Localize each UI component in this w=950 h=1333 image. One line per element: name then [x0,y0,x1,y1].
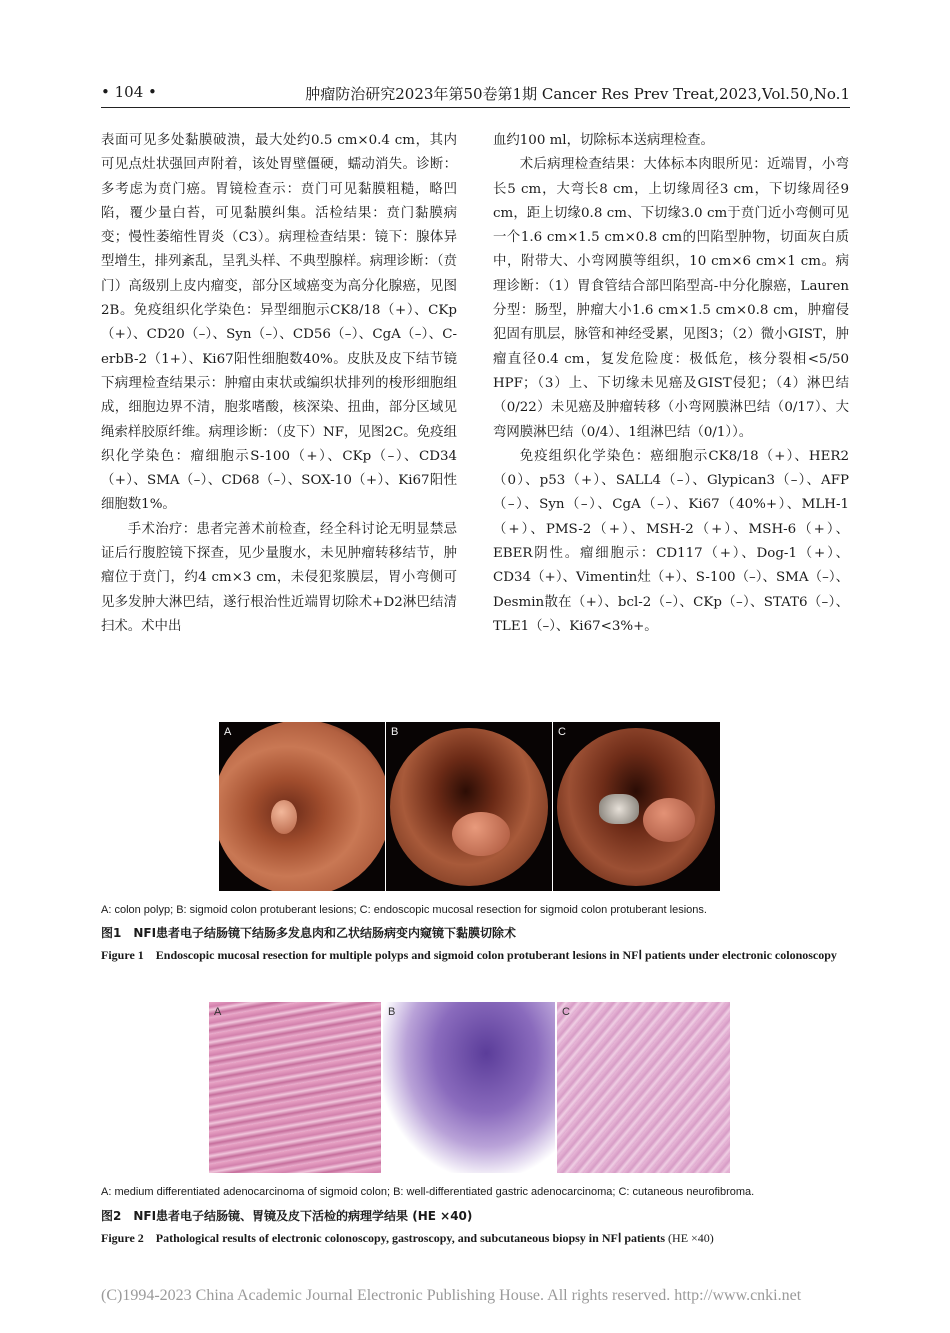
right-paragraph-1: 血约100 ml，切除标本送病理检查。 [493,133,714,148]
right-paragraph-ihc: 免疫组织化学染色：癌细胞示CK8/18（+）、HER2（0）、p53（+）、SALL4（–）、Glypican3（–）、AFP（–）、Syn（–）、CgA（–）、Ki67（40%+）、MLH-1（+）、PMS-2（+）、MSH-2（+）、MSH-6（+）、EBER阴性。瘤细胞示：CD117（+）、Dog-1（+）、CD34（+）、Vimentin灶（+）、S-100（–）、SMA（–）、Desmin散在（+）、bcl-2（–）、CKp（–）、STAT6（–）、TLE1（–）、Ki67<3%+。 [493,448,849,634]
header-rule [101,107,850,108]
figure-2-caption-cn: 图2 NFⅠ患者电子结肠镜、胃镜及皮下活检的病理学结果 (HE ×40) [101,1209,473,1223]
figure-2-legend: A: medium differentiated adenocarcinoma of sigmoid colon; B: well-differentiated gastric adenocarcinoma; C: cutaneous neurofibroma. [101,1186,755,1198]
figure-1-panel-a [219,722,385,891]
figure-1-label-a: A [224,726,232,738]
lesion-shape [643,798,695,842]
page-number: • 104 • [101,83,157,101]
colonoscopy-image-b [390,728,548,886]
figure-1-panel-b [386,722,552,891]
figure-2-caption-en-normal: (HE ×40) [665,1231,714,1245]
right-paragraph-pathology: 术后病理检查结果：大体标本肉眼所见：近端胃，小弯长5 cm，大弯长8 cm，上切缘周径3 cm，下切缘周径9 cm，距上切缘0.8 cm、下切缘3.0 cm于贲门近小弯侧可见一个1.6 cm×1.5 cm×0.8 cm的凹陷型肿物，切面灰白质中，附带大、小弯网膜等组织，10 cm×6 cm×1 cm。病理诊断：（1）胃食管结合部凹陷型高-中分化腺癌，Lauren分型：肠型，肿瘤大小1.6 cm×1.5 cm×0.8 cm，肿瘤侵犯固有肌层，脉管和神经受累，见图3；（2）微小GIST，肿瘤直径0.4 cm，复发危险度：极低危，核分裂相<5/50 HPF；（3）上、下切缘未见癌及GIST侵犯；（4）淋巴结（0/22）未见癌及肿瘤转移（小弯网膜淋巴结（0/17）、大弯网膜淋巴结（0/4）、1组淋巴结（0/1））。 [493,157,849,440]
figure-1 [219,722,720,891]
figure-2 [209,1002,730,1173]
journal-header: 肿瘤防治研究2023年第50卷第1期 Cancer Res Prev Treat,2023,Vol.50,No.1 [305,85,850,103]
figure-1-label-b: B [391,726,399,738]
clip-shape [599,794,639,824]
figure-2-label-a: A [214,1006,222,1018]
lesion-shape [452,812,510,856]
polyp-shape [271,800,297,834]
left-paragraph-1: 表面可见多处黏膜破溃，最大处约0.5 cm×0.4 cm，其内可见点灶状强回声附着，该处胃壁僵硬，蠕动消失。诊断：多考虑为贲门癌。胃镜检查示：贲门可见黏膜粗糙，略凹陷，覆少量白苔，可见黏膜纠集。活检结果：贲门黏膜病变；慢性萎缩性胃炎（C3）。病理检查结果：镜下：腺体异型增生，排列紊乱，呈乳头样、不典型腺样。病理诊断：（贲门）高级别上皮内瘤变，部分区域癌变为高分化腺癌，见图2B。免疫组织化学染色：异型细胞示CK8/18（+）、CKp（+）、CD20（–）、Syn（–）、CD56（–）、CgA（–）、C-erbB-2（1+）、Ki67阳性细胞数40%。皮肤及皮下结节镜下病理检查结果示：肿瘤由束状或编织状排列的梭形细胞组成，细胞边界不清，胞浆嗜酸，核深染、扭曲，部分区域见绳索样胶原纤维。病理诊断：（皮下）NF，见图2C。免疫组织化学染色：瘤细胞示S-100（+）、CKp（–）、CD34（+）、SMA（–）、CD68（–）、SOX-10（+）、Ki67阳性细胞数1%。 [101,133,457,513]
left-paragraph-surgery: 手术治疗：患者完善术前检查，经全科讨论无明显禁忌证后行腹腔镜下探查，见少量腹水，未见肿瘤转移结节，肿瘤位于贲门，约4 cm×3 cm，未侵犯浆膜层，胃小弯侧可见多发肿大淋巴结，遂行根治性近端胃切除术+D2淋巴结清扫术。术中出 [101,521,457,634]
figure-1-caption-en: Figure 1 Endoscopic mucosal resection for multiple polyps and sigmoid colon protuberant lesions in NFⅠ patients under electronic colonoscopy [101,948,837,962]
figure-1-legend: A: colon polyp; B: sigmoid colon protuberant lesions; C: endoscopic mucosal resection for sigmoid colon protuberant lesions. [101,904,707,916]
figure-2-label-c: C [562,1006,570,1018]
figure-2-panel-b [383,1002,555,1173]
left-column [101,129,457,639]
figure-2-caption-en [101,1228,850,1249]
figure-1-label-c: C [558,726,566,738]
figure-1-panel-c [553,722,720,891]
colonoscopy-image-a [219,722,385,891]
figure-2-panel-c [557,1002,730,1173]
figure-2-label-b: B [388,1006,396,1018]
figure-2-caption-en-bold: Figure 2 Pathological results of electronic colonoscopy, gastroscopy, and subcutaneous biopsy in NFⅠ patients [101,1231,666,1245]
copyright-footer: (C)1994-2023 China Academic Journal Electronic Publishing House. All rights reserved. http://www.cnki.net [101,1287,802,1304]
figure-2-panel-a [209,1002,381,1173]
figure-1-caption-cn: 图1 NFⅠ患者电子结肠镜下结肠多发息肉和乙状结肠病变内窥镜下黏膜切除术 [101,926,517,940]
right-column [493,129,849,639]
